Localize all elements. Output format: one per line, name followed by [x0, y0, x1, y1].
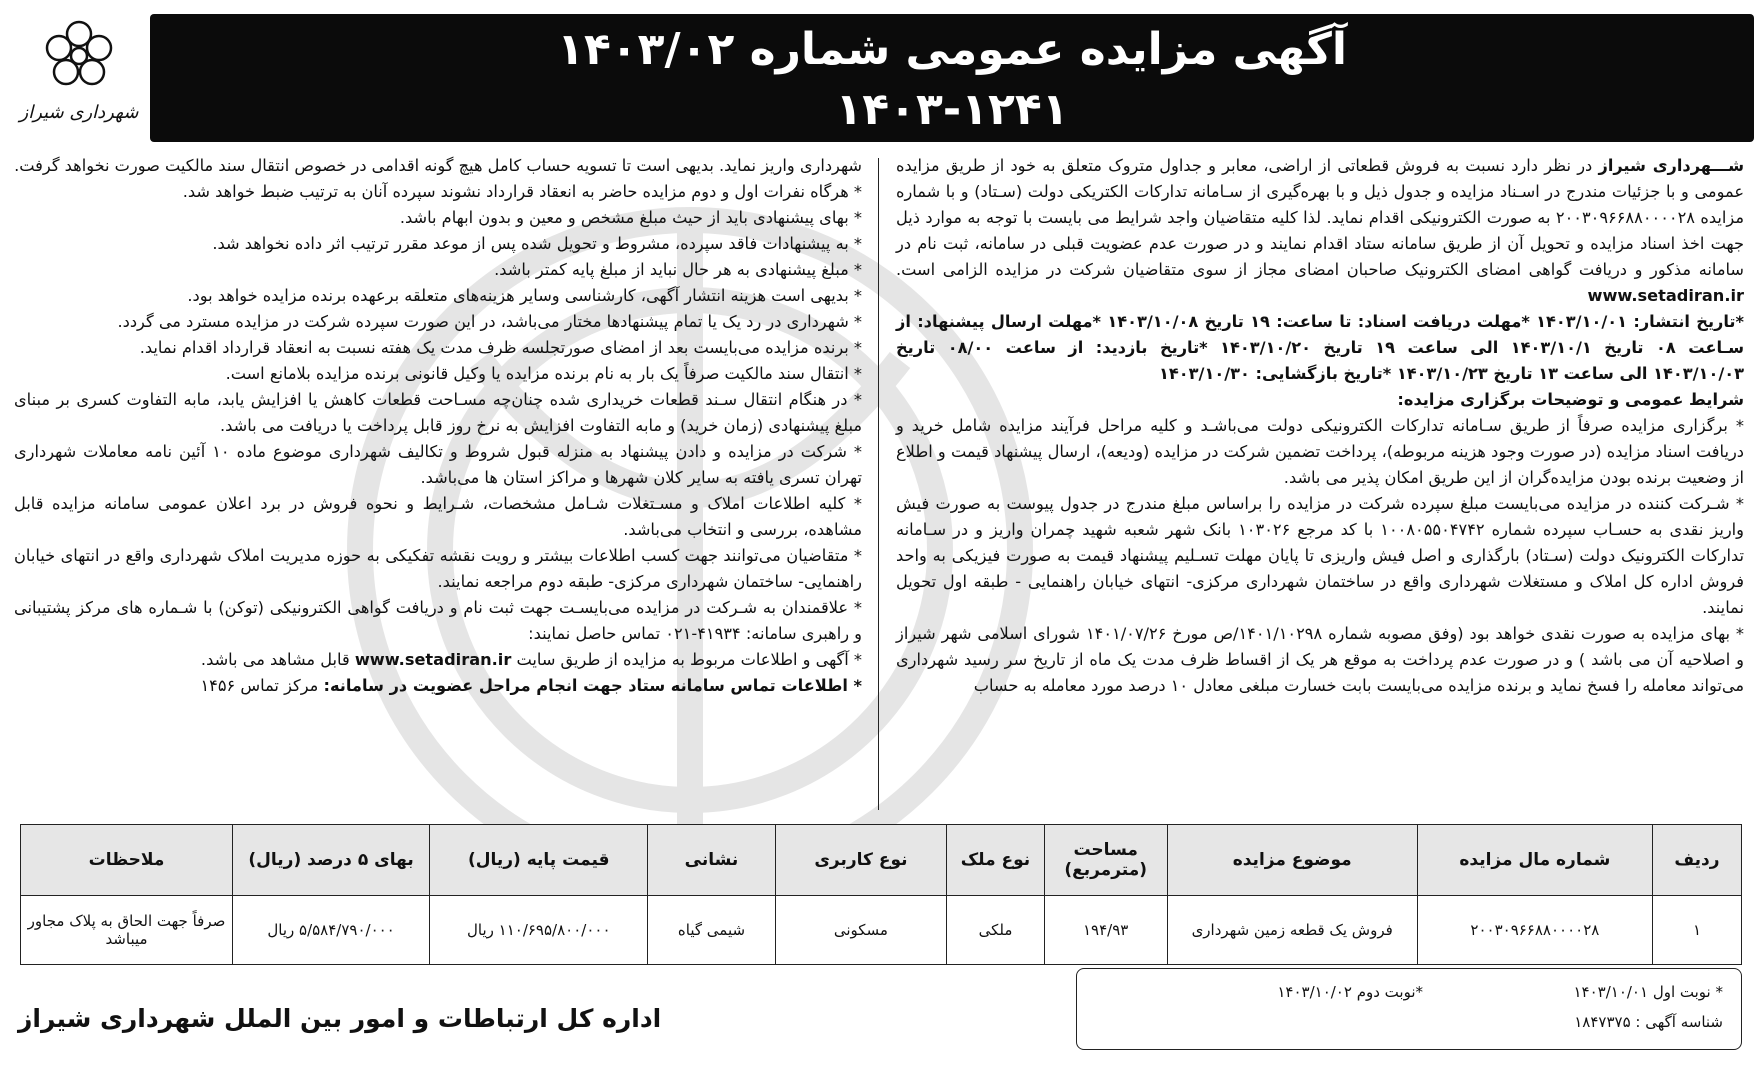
table-cell: ۵/۵۸۴/۷۹۰/۰۰۰ ریال [233, 896, 430, 965]
condition-item: * بهای مزایده به صورت نقدی خواهد بود (وفق مصوبه شماره ۱۴۰۱/۱۰۲۹۸/ص مورخ ۱۴۰۱/۰۷/۲۶ شورای اسلامی شهر شیراز و اصلاحیه آن می باشد ) و در صورت عدم پرداخت به موقع هر یک از اقساط ظرف مدت یک ماه از تاریخ سر رسید شهرداری می‌تواند معامله را فسخ نماید و برنده مزایده می‌بایست بابت خسارت مبلغی معادل ۱۰ درصد مورد معامله به حساب [896, 624, 1744, 695]
condition-item: شهرداری واریز نماید. بدیهی است تا تسویه حساب کامل هیچ گونه اقدامی در خصوص انتقال سند مالکیت صورت نخواهد گرفت. [14, 156, 862, 175]
condition-item: * مبلغ پیشنهادی به هر حال نباید از مبلغ پایه کمتر باشد. [494, 260, 862, 279]
table-header: نوع ملک [947, 825, 1044, 896]
column-divider [878, 158, 879, 810]
footer-department: اداره کل ارتباطات و امور بین الملل شهرداری شیراز [18, 1004, 662, 1033]
website-item [14, 647, 862, 673]
intro-bold: شـــهرداری شیراز [1598, 156, 1744, 175]
publication-info-box [1076, 968, 1742, 1050]
notice-id: شناسه آگهی : ۱۸۴۷۳۷۵ [1574, 1013, 1723, 1031]
table-header: ملاحظات [21, 825, 233, 896]
table-cell: ۱۱۰/۶۹۵/۸۰۰/۰۰۰ ریال [430, 896, 648, 965]
table-header-row [21, 825, 1742, 896]
left-column [14, 153, 862, 699]
condition-item: * شهرداری در رد یک یا تمام پیشنهادها مختار می‌باشد، در این صورت سپرده شرکت در مزایده مسترد می گردد. [117, 312, 862, 331]
notice-title: آگهی مزایده عمومی شماره ۱۴۰۳/۰۲ [557, 24, 1347, 75]
condition-item: * علاقمندان به شـرکت در مزایده می‌بایسـت جهت ثبت نام و دریافت گواهی الکترونیکی (توکن) با شـماره های مرکز پشتیبانی و راهبری سامانه: ۴۱۹۳۴-۰۲۱ تماس حاصل نمایند: [14, 598, 862, 643]
section-title: شرایط عمومی و توضیحات برگزاری مزایده: [1397, 390, 1744, 409]
table-cell: صرفاً جهت الحاق به پلاک مجاور میباشد [21, 896, 233, 965]
table-header: قیمت پایه (ریال) [430, 825, 648, 896]
website-link[interactable]: www.setadiran.ir [1587, 286, 1744, 305]
table-cell: ملکی [947, 896, 1044, 965]
auction-table [20, 824, 1742, 959]
condition-item: * متقاضیان می‌توانند جهت کسب اطلاعات بیشتر و رویت نقشه تفکیکی به حوزه مدیریت املاک شهرداری واقع در انتهای خیابان راهنمایی- ساختمان شهرداری مرکزی- طبقه دوم مراجعه نمایند. [14, 546, 862, 591]
first-publication: * نوبت اول ۱۴۰۳/۱۰/۰۱ [1573, 983, 1723, 1001]
website-item-pre: * آگهی و اطلاعات مربوط به مزایده از طریق سایت [516, 650, 862, 669]
website-item-post: قابل مشاهد می باشد. [200, 650, 350, 669]
contact-rest: مرکز تماس ۱۴۵۶ [200, 676, 319, 695]
condition-item: * بهای پیشنهادی باید از حیث مبلغ مشخص و معین و بدون ابهام باشد. [399, 208, 862, 227]
contact-item [14, 673, 862, 699]
condition-item: * شرکت در مزایده و دادن پیشنهاد به منزله قبول شروط و تکالیف شهرداری موضوع ماده ۱۰ آئین نامه معاملات شهرداری تهران تسری یافته به سایر کلان شهرها و مراکز استان ها می‌باشد. [14, 442, 862, 487]
condition-item: * برگزاری مزایده صرفاً از طریق سـامانه تدارکات الکترونیکی دولت می‌باشـد و کلیه مراحل فرآیند مزایده شامل خرید و دریافت اسناد مزایده (در صورت وجود هزینه مربوطه)، پرداخت تضمین شرکت در مزایده (ودیعه)، ارسال پیشنهاد قیمت و اطلاع از وضعیت برنده بودن مزایده‌گران از این طریق امکان پذیر می باشد. [896, 416, 1744, 487]
table-header: نشانی [648, 825, 775, 896]
table-cell: شیمی گیاه [648, 896, 775, 965]
website-link[interactable]: www.setadiran.ir [354, 650, 512, 669]
table-header: مساحت (مترمربع) [1044, 825, 1167, 896]
table-cell: ۱۹۴/۹۳ [1044, 896, 1167, 965]
condition-item: * شـرکت کننده در مزایده می‌بایست مبلغ سپرده شرکت در مزایده را براساس مبلغ مندرج در جدول پیوست به صورت فیش واریز نقدی به حسـاب سپرده شماره ۱۰۰۸۰۵۵۰۴۷۴۲ با کد مرجع ۱۰۳۰۲۶ بانک شهر شعبه شهید چمران واریز و در سـامانه تدارکات الکترونیک دولت (سـتاد) بارگذاری و اصل فیش واریزی تا پایان مهلت تسـلیم پیشنهاد قیمت به صورت فیزیکی به واحد فروش اداره کل املاک و مستغلات شهرداری واقع در ساختمان شهرداری مرکزی- انتهای خیابان راهنمایی - طبقه اول تحویل نمایند. [896, 494, 1744, 617]
flower-logo-icon [39, 16, 119, 96]
condition-item: * در هنگام انتقال سـند قطعات خریداری شده چنان‌چه مسـاحت قطعات کاهش یا افزایش یابد، مابه التفاوت کسری بر مبنای مبلغ پیشنهادی (زمان خرید) و مابه التفاوت افزایش به نرخ روز قابل پرداخت یا دریافت می باشد. [14, 390, 862, 435]
second-publication: *نوبت دوم ۱۴۰۳/۱۰/۰۲ [1277, 983, 1423, 1001]
table-cell: مسکونی [775, 896, 947, 965]
condition-item: * بدیهی است هزینه انتشار آگهی، کارشناسی وسایر هزینه‌های متعلقه برعهده برنده مزایده خواهد بود. [187, 286, 862, 305]
logo-text: شهرداری شیراز [19, 102, 139, 123]
dates-paragraph: *تاریخ انتشار: ۱۴۰۳/۱۰/۰۱ *مهلت دریافت اسناد: تا ساعت: ۱۹ تاریخ ۱۴۰۳/۱۰/۰۸ *مهلت ارسال پیشنهاد: از سـاعت ۰۸ تاریخ ۱۴۰۳/۱۰/۱ الی ساعت ۱۹ تاریخ ۱۴۰۳/۱۰/۲۰ *تاریخ بازدید: از ساعت ۰۸/۰۰ تاریخ ۱۴۰۳/۱۰/۰۳ الی ساعت ۱۳ تاریخ ۱۴۰۳/۱۰/۲۳ *تاریخ بازگشایی: ۱۴۰۳/۱۰/۳۰ [896, 312, 1745, 383]
intro-paragraph [896, 153, 1744, 309]
table-cell: ۱ [1652, 896, 1741, 965]
table-header: نوع کاربری [775, 825, 947, 896]
intro-text: در نظر دارد نسبت به فروش قطعاتی از اراضی، معابر و جداول متروک متعلق به خود از طریق مزایده عمومی و با جزئیات مندرج در اسـناد مزایده و جدول ذیل و با بهره‌گیری از سـامانه تدارکات الکتریکی دولت (سـتاد) و با شماره مزایده ۲۰۰۳۰۹۶۶۸۸۰۰۰۰۲۸ به صورت الکترونیکی اقدام نماید. لذا کلیه متقاضیان واجد شرایط می بایست با توجه به موارد ذیل جهت اخذ اسناد مزایده و تحویل آن از طریق سامانه ستاد اقدام نمایند و در صورت عدم عضویت قبلی در سامانه، ثبت نام در سامانه مذکور و دریافت گواهی امضای الکترونیک صاحبان امضای مجاز از سوی متقاضیان شرکت در مزایده الزامی است. [896, 156, 1744, 279]
condition-item: * به پیشنهادات فاقد سپرده، مشروط و تحویل شده پس از موعد مقرر ترتیب اثر داده نخواهد شد. [212, 234, 862, 253]
notice-number: ۱۴۰۳-۱۲۴۱ [835, 84, 1069, 135]
condition-item: * انتقال سند مالکیت صرفاً یک بار به نام برنده مزایده یا وکیل قانونی برنده مزایده بلامانع است. [225, 364, 862, 383]
condition-item: * برنده مزایده می‌بایست بعد از امضای صورتجلسه ظرف مدت یک هفته نسبت به انعقاد قرارداد اقدام نماید. [139, 338, 862, 357]
table-header: بهای ۵ درصد (ریال) [233, 825, 430, 896]
table-row [21, 896, 1742, 965]
contact-bold: * اطلاعات تماس سامانه ستاد جهت انجام مراحل عضویت در سامانه: [323, 676, 862, 695]
table-cell: فروش یک قطعه زمین شهرداری [1167, 896, 1417, 965]
condition-item: * کلیه اطلاعات املاک و مسـتغلات شـامل مشخصات، شـرایط و نحوه فروش در برد اعلان عمومی سامانه مزایده قابل مشاهده، بررسی و انتخاب می‌باشد. [14, 494, 862, 539]
table-cell: ۲۰۰۳۰۹۶۶۸۸۰۰۰۰۲۸ [1417, 896, 1652, 965]
table-header: ردیف [1652, 825, 1741, 896]
right-column [896, 153, 1744, 699]
municipality-logo [14, 16, 144, 140]
table-header: موضوع مزایده [1167, 825, 1417, 896]
table-header: شماره مال مزایده [1417, 825, 1652, 896]
notice-header [150, 14, 1754, 142]
condition-item: * هرگاه نفرات اول و دوم مزایده حاضر به انعقاد قرارداد نشوند سپرده آنان به ترتیب ضبط خواهد شد. [182, 182, 862, 201]
